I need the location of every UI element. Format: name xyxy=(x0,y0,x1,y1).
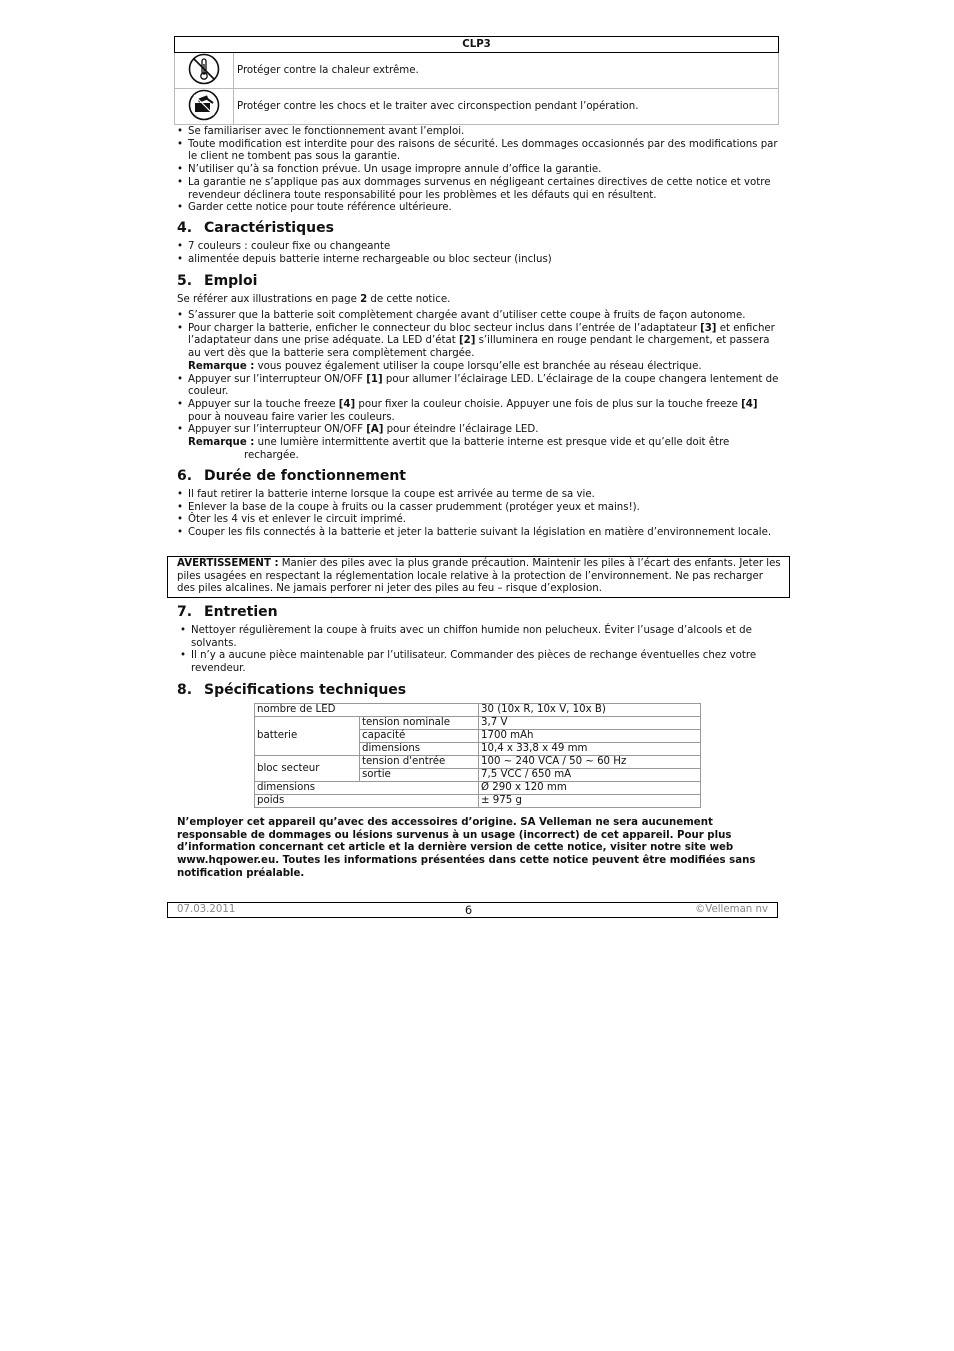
list-item: • Toute modification est interdite pour des raisons de sécurité. Les dommages occasionnés par des modifications par le client ne tombent pas sous la garantie. xyxy=(174,139,779,164)
table-row: nombre de LED 30 (10x R, 10x V, 10x B) xyxy=(255,704,701,717)
table-row: capacité 1700 mAh xyxy=(255,730,701,743)
section-6-heading: 6. Durée de fonctionnement xyxy=(177,468,407,484)
table-row: batterie tension nominale 3,7 V xyxy=(255,717,701,730)
battery-warning-box: AVERTISSEMENT : Manier des piles avec la plus grande précaution. Maintenir les piles à l’écart des enfants. Jeter les piles usagées en respectant la réglementation locale relative à la protection de l’environnement. Ne pas recharger des piles alcalines. Ne jamais perforer ni jeter des piles au feu – risque d’explosion. xyxy=(167,556,790,598)
list-item: • Appuyer sur la touche freeze [4] pour fixer la couleur choisie. Appuyer une fois de plus sur la touche freeze [4] pour à nouveau faire varier les couleurs. xyxy=(174,399,779,424)
note-label: Remarque : xyxy=(188,360,255,372)
section-8-heading: 8. Spécifications techniques xyxy=(177,682,407,698)
section-4-heading: 4. Caractéristiques xyxy=(177,220,334,236)
maintenance-list xyxy=(177,625,782,676)
footer-date: 07.03.2011 xyxy=(177,904,236,915)
list-item: • Appuyer sur l’interrupteur ON/OFF [1] pour allumer l’éclairage LED. L’éclairage de la coupe changera lentement de couleur. xyxy=(174,374,779,399)
list-item: • Appuyer sur l’interrupteur ON/OFF [A] pour éteindre l’éclairage LED. Remarque : une lumière intermittente avertit que la batterie interne est presque vide et qu’elle doit être rechargée. xyxy=(174,424,779,462)
list-item: • La garantie ne s’applique pas aux dommages survenus en négligeant certaines directives de cette notice et votre revendeur déclinera toute responsabilité pour les problèmes et les défauts qui en résultent. xyxy=(174,177,779,202)
note-label: Remarque : xyxy=(188,437,255,449)
heat-icon-cell xyxy=(175,53,234,89)
list-item: • Couper les fils connectés à la batterie et jeter la batterie suivant la législation en matière d’environnement locale. xyxy=(174,527,779,540)
list-item: • Se familiariser avec le fonctionnement avant l’emploi. xyxy=(174,126,779,139)
warning-label: AVERTISSEMENT : xyxy=(177,558,279,569)
model-title: CLP3 xyxy=(175,37,779,53)
shock-warning-text: Protéger contre les chocs et le traiter avec circonspection pendant l’opération. xyxy=(234,89,779,125)
list-item: • Il faut retirer la batterie interne lorsque la coupe est arrivée au terme de sa vie. xyxy=(174,489,779,502)
specifications-table xyxy=(254,703,701,808)
list-item: • Garder cette notice pour toute référence ultérieure. xyxy=(174,202,779,215)
no-shock-hammer-icon xyxy=(188,89,220,121)
header-table xyxy=(174,36,779,125)
table-row: poids ± 975 g xyxy=(255,795,701,808)
heat-warning-text: Protéger contre la chaleur extrême. xyxy=(234,53,779,89)
table-row: sortie 7,5 VCC / 650 mA xyxy=(255,769,701,782)
shock-icon-cell xyxy=(175,89,234,125)
list-item: • S’assurer que la batterie soit complètement chargée avant d’utiliser cette coupe à fruits de façon autonome. xyxy=(174,310,779,323)
section-7-heading: 7. Entretien xyxy=(177,604,278,620)
list-item: • alimentée depuis batterie interne rechargeable ou bloc secteur (inclus) xyxy=(174,254,779,267)
list-item: • 7 couleurs : couleur fixe ou changeante xyxy=(174,241,779,254)
table-row: bloc secteur tension d'entrée 100 ~ 240 VCA / 50 ~ 60 Hz xyxy=(255,756,701,769)
usage-list xyxy=(174,310,779,462)
list-item: • Il n’y a aucune pièce maintenable par l’utilisateur. Commander des pièces de rechange éventuelles chez votre revendeur. xyxy=(177,650,782,675)
disclaimer-text: N’employer cet appareil qu’avec des accessoires d’origine. SA Velleman ne sera aucunement responsable de dommages ou lésions survenus à un usage (incorrect) de cet appareil. Pour plus d’information concernant cet article et la dernière version de cette notice, visiter notre site web www.hqpower.eu. Toutes les informations présentées dans cette notice peuvent être modifiées sans notification préalable. xyxy=(177,817,756,879)
section-5-heading: 5. Emploi xyxy=(177,273,258,289)
table-row: dimensions Ø 290 x 120 mm xyxy=(255,782,701,795)
page-footer xyxy=(167,902,778,918)
usage-intro: Se référer aux illustrations en page 2 de cette notice. xyxy=(177,294,451,305)
list-item: • Ôter les 4 vis et enlever le circuit imprimé. xyxy=(174,514,779,527)
intro-bullet-list xyxy=(174,126,779,215)
page-number: 6 xyxy=(464,903,473,917)
list-item: • Enlever la base de la coupe à fruits ou la casser prudemment (protéger yeux et mains!). xyxy=(174,502,779,515)
disposal-list xyxy=(174,489,779,540)
list-item: • Nettoyer régulièrement la coupe à fruits avec un chiffon humide non pelucheux. Éviter l’usage d’alcools et de solvants. xyxy=(177,625,782,650)
list-item: • N’utiliser qu’à sa fonction prévue. Un usage impropre annule d’office la garantie. xyxy=(174,164,779,177)
list-item: • Pour charger la batterie, enficher le connecteur du bloc secteur inclus dans l’entrée de l’adaptateur [3] et enficher l’adaptateur dans une prise adéquate. La LED d’état [2] s’illuminera en rouge pendant le chargement, et passera au vert dès que la batterie sera complètement chargée. Remarque : vous pouvez également utiliser la coupe lorsqu’elle est branchée au réseau électrique. xyxy=(174,323,779,374)
footer-copyright: ©Velleman nv xyxy=(695,904,768,915)
table-row: dimensions 10,4 x 33,8 x 49 mm xyxy=(255,743,701,756)
features-list xyxy=(174,241,779,266)
no-heat-thermometer-icon xyxy=(188,53,220,85)
